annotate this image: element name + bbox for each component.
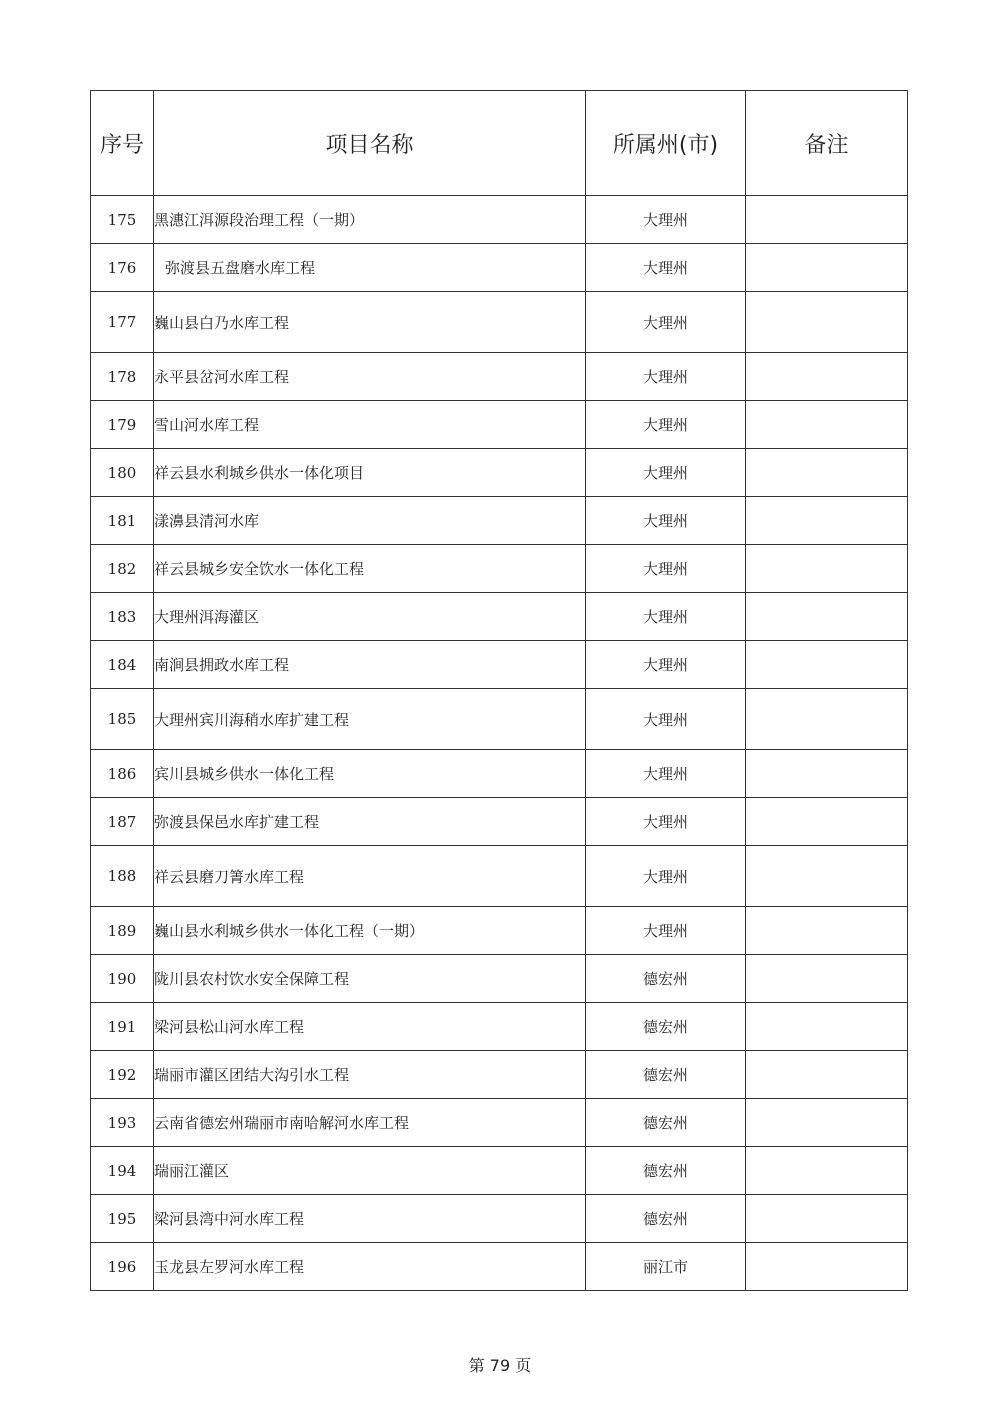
row-no: 180 (91, 449, 154, 497)
row-name: 大理州洱海灌区 (154, 593, 586, 641)
row-region: 大理州 (586, 244, 746, 292)
row-name: 南涧县拥政水库工程 (154, 641, 586, 689)
header-remark: 备注 (746, 91, 908, 196)
row-region: 德宏州 (586, 1051, 746, 1099)
row-region: 德宏州 (586, 955, 746, 1003)
row-no: 184 (91, 641, 154, 689)
row-no: 186 (91, 750, 154, 798)
row-name: 巍山县水利城乡供水一体化工程（一期） (154, 907, 586, 955)
table-row (91, 1243, 908, 1291)
row-name: 弥渡县保邑水库扩建工程 (154, 798, 586, 846)
row-no: 188 (91, 846, 154, 907)
table-row (91, 846, 908, 907)
row-region: 德宏州 (586, 1195, 746, 1243)
row-remark (746, 196, 908, 244)
table-row (91, 641, 908, 689)
row-name: 瑞丽江灌区 (154, 1147, 586, 1195)
table-row (91, 1147, 908, 1195)
table-row (91, 1195, 908, 1243)
row-name: 玉龙县左罗河水库工程 (154, 1243, 586, 1291)
row-no: 191 (91, 1003, 154, 1051)
row-no: 189 (91, 907, 154, 955)
row-region: 大理州 (586, 196, 746, 244)
row-remark (746, 353, 908, 401)
row-name: 瑞丽市灌区团结大沟引水工程 (154, 1051, 586, 1099)
table-row (91, 401, 908, 449)
row-remark (746, 955, 908, 1003)
row-remark (746, 750, 908, 798)
row-remark (746, 449, 908, 497)
row-name: 云南省德宏州瑞丽市南哈解河水库工程 (154, 1099, 586, 1147)
row-remark (746, 244, 908, 292)
row-region: 大理州 (586, 750, 746, 798)
row-no: 195 (91, 1195, 154, 1243)
row-region: 大理州 (586, 497, 746, 545)
table-row (91, 798, 908, 846)
row-region: 大理州 (586, 907, 746, 955)
row-no: 190 (91, 955, 154, 1003)
row-name: 弥渡县五盘磨水库工程 (154, 244, 586, 292)
table-row (91, 196, 908, 244)
row-name: 黑潓江洱源段治理工程（一期） (154, 196, 586, 244)
row-region: 德宏州 (586, 1003, 746, 1051)
row-remark (746, 292, 908, 353)
row-remark (746, 1243, 908, 1291)
header-name: 项目名称 (154, 91, 586, 196)
row-no: 194 (91, 1147, 154, 1195)
row-name: 宾川县城乡供水一体化工程 (154, 750, 586, 798)
row-no: 177 (91, 292, 154, 353)
table-row (91, 244, 908, 292)
table-row (91, 1003, 908, 1051)
row-no: 179 (91, 401, 154, 449)
table-header-row (91, 91, 908, 196)
row-region: 大理州 (586, 689, 746, 750)
row-region: 大理州 (586, 449, 746, 497)
row-region: 大理州 (586, 641, 746, 689)
row-region: 大理州 (586, 353, 746, 401)
row-remark (746, 1051, 908, 1099)
row-remark (746, 401, 908, 449)
row-name: 祥云县城乡安全饮水一体化工程 (154, 545, 586, 593)
page-number: 第 79 页 (468, 1356, 532, 1375)
row-remark (746, 1195, 908, 1243)
row-remark (746, 641, 908, 689)
row-no: 178 (91, 353, 154, 401)
table-row (91, 689, 908, 750)
row-no: 196 (91, 1243, 154, 1291)
row-name: 漾濞县清河水库 (154, 497, 586, 545)
row-no: 176 (91, 244, 154, 292)
row-region: 大理州 (586, 593, 746, 641)
row-remark (746, 1099, 908, 1147)
header-region: 所属州(市) (586, 91, 746, 196)
row-name: 巍山县白乃水库工程 (154, 292, 586, 353)
row-no: 193 (91, 1099, 154, 1147)
row-name: 雪山河水库工程 (154, 401, 586, 449)
table-row (91, 497, 908, 545)
table-row (91, 955, 908, 1003)
row-no: 187 (91, 798, 154, 846)
row-region: 大理州 (586, 545, 746, 593)
row-region: 德宏州 (586, 1099, 746, 1147)
row-region: 大理州 (586, 798, 746, 846)
row-region: 大理州 (586, 401, 746, 449)
table-row (91, 1099, 908, 1147)
row-region: 大理州 (586, 846, 746, 907)
table-row (91, 292, 908, 353)
row-remark (746, 846, 908, 907)
row-remark (746, 798, 908, 846)
row-remark (746, 907, 908, 955)
row-remark (746, 1147, 908, 1195)
project-table (90, 90, 908, 1291)
row-no: 185 (91, 689, 154, 750)
table-row (91, 449, 908, 497)
row-name: 梁河县松山河水库工程 (154, 1003, 586, 1051)
row-remark (746, 545, 908, 593)
row-name: 祥云县磨刀箐水库工程 (154, 846, 586, 907)
row-remark (746, 689, 908, 750)
table-row (91, 545, 908, 593)
row-name: 大理州宾川海稍水库扩建工程 (154, 689, 586, 750)
row-name: 陇川县农村饮水安全保障工程 (154, 955, 586, 1003)
row-name: 祥云县水利城乡供水一体化项目 (154, 449, 586, 497)
row-no: 183 (91, 593, 154, 641)
table-row (91, 1051, 908, 1099)
row-remark (746, 1003, 908, 1051)
row-region: 大理州 (586, 292, 746, 353)
row-name: 梁河县湾中河水库工程 (154, 1195, 586, 1243)
row-no: 175 (91, 196, 154, 244)
row-region: 德宏州 (586, 1147, 746, 1195)
row-remark (746, 593, 908, 641)
table-row (91, 593, 908, 641)
header-no: 序号 (91, 91, 154, 196)
row-no: 192 (91, 1051, 154, 1099)
row-no: 182 (91, 545, 154, 593)
row-no: 181 (91, 497, 154, 545)
table-row (91, 750, 908, 798)
row-name: 永平县岔河水库工程 (154, 353, 586, 401)
row-remark (746, 497, 908, 545)
table-row (91, 353, 908, 401)
table-row (91, 907, 908, 955)
row-region: 丽江市 (586, 1243, 746, 1291)
